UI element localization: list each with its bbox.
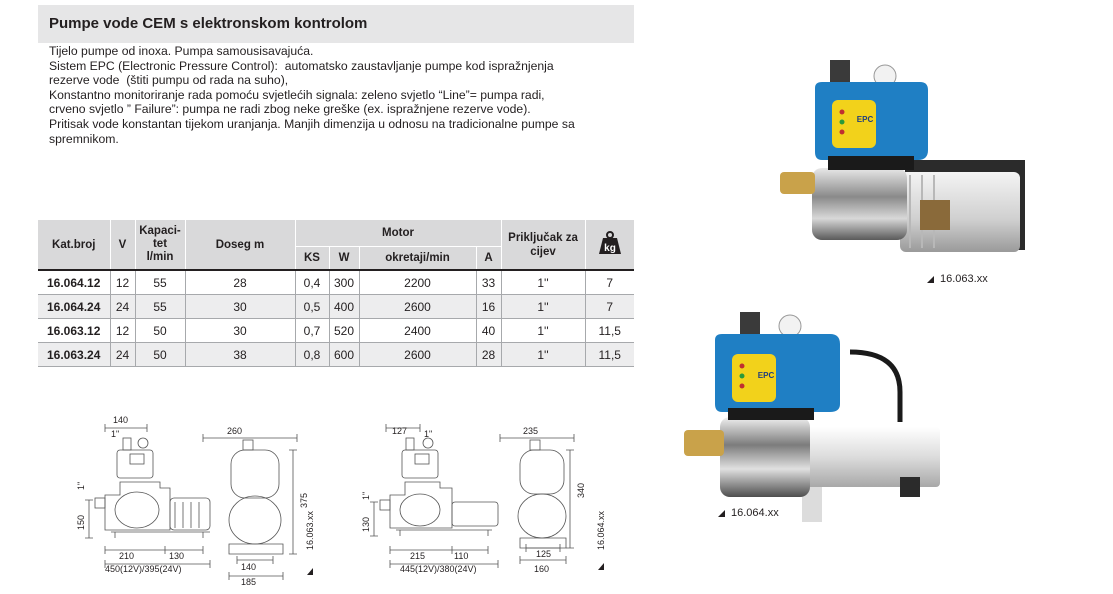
pump-body (812, 168, 907, 240)
cell-kat: 16.063.12 (38, 319, 110, 343)
dim-130: 130 (361, 516, 371, 532)
cell-v: 12 (110, 270, 135, 295)
cell-okr: 2600 (359, 343, 476, 367)
cell-w: 520 (329, 319, 359, 343)
cell-okr: 2600 (359, 295, 476, 319)
dim-length: 450(12V)/395(24V) (105, 564, 182, 574)
dim-127: 127 (392, 426, 408, 436)
cell-kat: 16.063.24 (38, 343, 110, 367)
col-katbroj: Kat.broj (38, 220, 110, 270)
cell-prik: 1'' (501, 270, 585, 295)
cell-ks: 0,8 (295, 343, 329, 367)
technical-drawing-16064 (360, 410, 615, 588)
indicator-light (740, 364, 745, 369)
caption-text: 16.063.xx (940, 273, 988, 285)
caption-text: 16.064.xx (731, 507, 779, 519)
col-kapacitet-l3: l/min (146, 251, 174, 263)
table-row (38, 270, 634, 295)
description-line: Konstantno monitoriranje rada pomoću svjetlećih signala: zeleno svjetlo “Line”= pumpa radi, (49, 87, 545, 102)
dim-140b: 140 (241, 562, 257, 572)
description (49, 44, 639, 146)
dim-260: 260 (227, 426, 243, 436)
cell-ks: 0,4 (295, 270, 329, 295)
cell-kg: 11,5 (585, 319, 634, 343)
description-line: Tijelo pumpe od inoxa. Pumpa samousisavajuća. (49, 44, 314, 58)
brass-inlet (780, 172, 815, 194)
cell-okr: 2400 (359, 319, 476, 343)
dim-125: 125 (536, 549, 552, 559)
cell-prik: 1'' (501, 295, 585, 319)
cell-kg: 7 (585, 270, 634, 295)
weight-icon (597, 230, 623, 256)
cell-v: 12 (110, 319, 135, 343)
table-row (38, 295, 634, 319)
page-title: Pumpe vode CEM s elektronskom kontrolom (49, 15, 368, 32)
cell-ks: 0,5 (295, 295, 329, 319)
col-okretaji: okretaji/min (359, 247, 476, 271)
cell-doseg: 28 (185, 270, 295, 295)
epc-label-text: EPC (757, 371, 775, 380)
dim-1in-side: 1" (76, 481, 86, 490)
dim-375: 375 (299, 492, 309, 508)
pressure-gauge (779, 315, 801, 337)
cell-a: 33 (476, 270, 501, 295)
table-row (38, 343, 634, 367)
drawing-code: 16.064.xx (596, 510, 606, 550)
dim-1in-side: 1" (361, 491, 371, 500)
cell-okr: 2200 (359, 270, 476, 295)
indicator-light (840, 110, 845, 115)
dim-140: 140 (113, 415, 129, 425)
triangle-icon (927, 276, 934, 283)
dim-215: 215 (410, 551, 426, 561)
dim-110: 110 (454, 551, 469, 561)
cell-a: 16 (476, 295, 501, 319)
col-doseg: Doseg m (185, 220, 295, 270)
cell-kat: 16.064.12 (38, 270, 110, 295)
dim-1in-top: 1" (424, 429, 433, 439)
control-base (828, 156, 914, 170)
cell-kg: 7 (585, 295, 634, 319)
weight-icon-label: kg (603, 243, 616, 254)
cell-prik: 1'' (501, 343, 585, 367)
cell-w: 300 (329, 270, 359, 295)
col-a: A (476, 247, 501, 271)
triangle-icon (718, 510, 725, 517)
cell-w: 400 (329, 295, 359, 319)
cell-ks: 0,7 (295, 319, 329, 343)
cell-doseg: 30 (185, 319, 295, 343)
col-w: W (329, 247, 359, 271)
epc-label-panel (832, 100, 876, 148)
dim-210: 210 (119, 551, 135, 561)
motor-fitting (900, 477, 920, 497)
description-line: Sistem EPC (Electronic Pressure Control): automatsko zaustavljanje pumpe kod ispražnjenja (49, 58, 554, 73)
dim-160: 160 (534, 564, 550, 574)
cell-v: 24 (110, 295, 135, 319)
triangle-icon (307, 568, 313, 575)
pump-photo-16064 (680, 312, 942, 527)
title-bar (38, 5, 634, 43)
cell-kat: 16.064.24 (38, 295, 110, 319)
dim-length: 445(12V)/380(24V) (400, 564, 477, 574)
col-kapacitet (135, 220, 185, 270)
pump-photo-16063 (770, 60, 1025, 275)
col-prikljucak (501, 220, 585, 270)
motor-terminal (920, 200, 950, 230)
col-kapacitet-l2: tet (152, 238, 168, 250)
indicator-light (840, 120, 845, 125)
indicator-light (740, 384, 745, 389)
cell-a: 40 (476, 319, 501, 343)
col-ks: KS (295, 247, 329, 271)
caption-16064 (718, 507, 779, 519)
dim-235: 235 (523, 426, 539, 436)
dim-340: 340 (576, 482, 586, 498)
col-kapacitet-l1: Kapaci- (139, 225, 181, 237)
cell-kap: 50 (135, 343, 185, 367)
indicator-light (840, 130, 845, 135)
motor-body (900, 172, 1020, 252)
cell-prik: 1'' (501, 319, 585, 343)
cable (850, 352, 900, 422)
pump-body (720, 417, 810, 497)
brass-inlet (684, 430, 724, 456)
description-line: crveno svjetlo ” Failure”: pumpa ne radi zbog neke greške (ex. ispražnjene rezerve vode). (49, 102, 531, 117)
table-row (38, 319, 634, 343)
cell-doseg: 38 (185, 343, 295, 367)
description-line: Pritisak vode konstantan tijekom uranjanja. Manjih dimenzija u odnosu na tradicionalne pumpe sa (49, 116, 575, 131)
dim-130: 130 (169, 551, 185, 561)
cell-kg: 11,5 (585, 343, 634, 367)
caption-16063 (927, 273, 988, 285)
description-line: rezerve vode (štiti pumpu od rada na suho), (49, 73, 289, 88)
dim-150: 150 (76, 514, 86, 530)
description-line: spremnikom. (49, 131, 119, 146)
outlet-fitting (740, 312, 760, 334)
cell-kap: 50 (135, 319, 185, 343)
col-motor: Motor (295, 220, 501, 247)
dim-185: 185 (241, 577, 257, 587)
cell-doseg: 30 (185, 295, 295, 319)
indicator-light (740, 374, 745, 379)
epc-label-text: EPC (856, 115, 874, 124)
cell-v: 24 (110, 343, 135, 367)
cell-w: 600 (329, 343, 359, 367)
control-base (728, 408, 814, 420)
col-weight (585, 220, 634, 270)
technical-drawing-16063 (75, 410, 325, 588)
cell-kap: 55 (135, 270, 185, 295)
col-prikljucak-l1: Priključak za (508, 231, 578, 244)
outlet-fitting (830, 60, 850, 82)
cell-kap: 55 (135, 295, 185, 319)
spec-table (38, 220, 634, 367)
col-v: V (110, 220, 135, 270)
cell-a: 28 (476, 343, 501, 367)
drawing-code: 16.063.xx (305, 510, 315, 550)
triangle-icon (598, 563, 604, 570)
col-prikljucak-l2: cijev (530, 245, 556, 258)
dim-1in-top: 1" (111, 429, 120, 439)
